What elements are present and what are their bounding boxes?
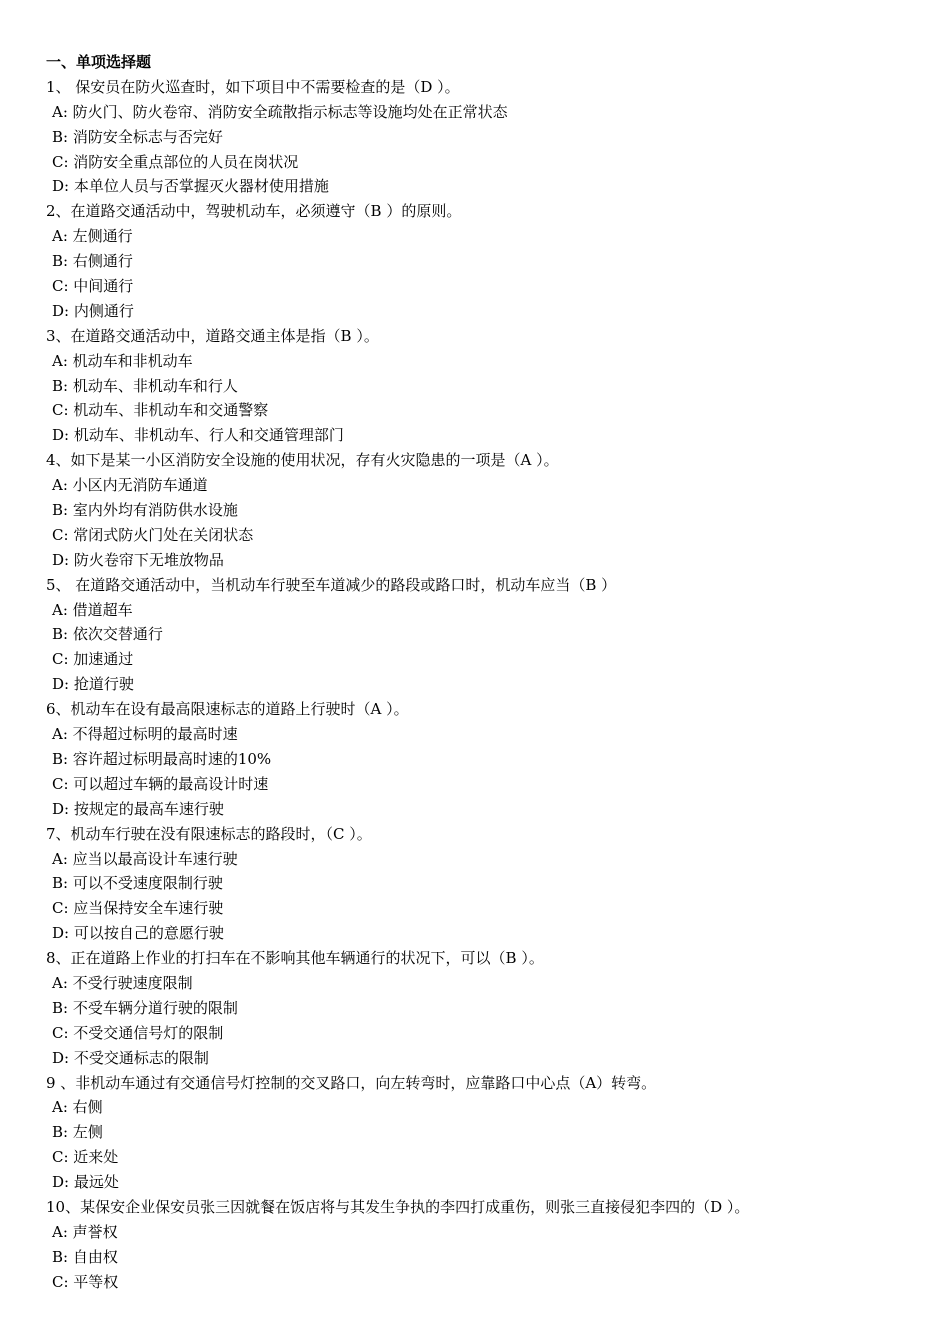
answer-option: D: 防火卷帘下无堆放物品 — [52, 550, 224, 569]
question-stem: 8、正在道路上作业的打扫车在不影响其他车辆通行的状况下，可以（B ）。 — [46, 949, 544, 968]
answer-option: D: 抢道行驶 — [52, 675, 134, 694]
answer-option: D: 不受交通标志的限制 — [52, 1048, 209, 1067]
answer-option: A: 应当以最高设计车速行驶 — [52, 849, 238, 868]
question-stem: 6、机动车在设有最高限速标志的道路上行驶时（A ）。 — [46, 700, 409, 719]
answer-option: D: 机动车、非机动车、行人和交通管理部门 — [52, 426, 344, 445]
question-list — [46, 50, 916, 1295]
answer-option: A: 小区内无消防车通道 — [52, 476, 208, 495]
answer-option: C: 不受交通信号灯的限制 — [52, 1023, 224, 1042]
answer-option: C: 平等权 — [52, 1272, 119, 1291]
answer-option: C: 中间通行 — [52, 277, 134, 296]
question-stem: 1、 保安员在防火巡查时，如下项目中不需要检查的是（D ）。 — [46, 77, 460, 96]
answer-option: B: 机动车、非机动车和行人 — [52, 376, 238, 395]
question-stem: 10、某保安企业保安员张三因就餐在饭店将与其发生争执的李四打成重伤，则张三直接侵犯李四的（D ）。 — [46, 1197, 750, 1216]
answer-option: C: 近来处 — [52, 1148, 119, 1167]
answer-option: D: 可以按自己的意愿行驶 — [52, 924, 224, 943]
answer-option: D: 最远处 — [52, 1173, 119, 1192]
answer-option: C: 加速通过 — [52, 650, 134, 669]
answer-option: D: 内侧通行 — [52, 301, 134, 320]
answer-option: B: 可以不受速度限制行驶 — [52, 874, 223, 893]
question-stem: 4、如下是某一小区消防安全设施的使用状况，存有火灾隐患的一项是（A ）。 — [46, 451, 559, 470]
answer-option: A: 机动车和非机动车 — [52, 351, 193, 370]
question-stem: 7、机动车行驶在没有限速标志的路段时，（C ）。 — [46, 824, 372, 843]
answer-option: B: 室内外均有消防供水设施 — [52, 501, 238, 520]
answer-option: C: 消防安全重点部位的人员在岗状况 — [52, 152, 299, 171]
answer-option: B: 依次交替通行 — [52, 625, 163, 644]
answer-option: D: 按规定的最高车速行驶 — [52, 799, 224, 818]
answer-option: B: 左侧 — [52, 1123, 103, 1142]
answer-option: A: 左侧通行 — [52, 227, 133, 246]
answer-option: B: 右侧通行 — [52, 252, 133, 271]
answer-option: B: 不受车辆分道行驶的限制 — [52, 998, 238, 1017]
question-stem: 9 、非机动车通过有交通信号灯控制的交叉路口，向左转弯时，应靠路口中心点（A）转弯。 — [46, 1073, 657, 1092]
questions-container — [46, 75, 916, 1295]
answer-option: C: 常闭式防火门处在关闭状态 — [52, 525, 254, 544]
answer-option: B: 自由权 — [52, 1247, 118, 1266]
answer-option: C: 可以超过车辆的最高设计时速 — [52, 774, 269, 793]
answer-option: A: 不受行驶速度限制 — [52, 973, 193, 992]
answer-option: C: 应当保持安全车速行驶 — [52, 899, 224, 918]
answer-option: B: 容许超过标明最高时速的10% — [52, 749, 272, 768]
answer-option: B: 消防安全标志与否完好 — [52, 127, 223, 146]
answer-option: A: 防火门、防火卷帘、消防安全疏散指示标志等设施均处在正常状态 — [52, 102, 508, 121]
answer-option: A: 声誉权 — [52, 1222, 118, 1241]
answer-option: A: 借道超车 — [52, 600, 133, 619]
question-stem: 3、在道路交通活动中，道路交通主体是指（B ）。 — [46, 326, 379, 345]
answer-option: C: 机动车、非机动车和交通警察 — [52, 401, 269, 420]
question-stem: 2、在道路交通活动中，驾驶机动车，必须遵守（B ）的原则。 — [46, 202, 462, 221]
answer-option: D: 本单位人员与否掌握灭火器材使用措施 — [52, 177, 329, 196]
answer-option: A: 右侧 — [52, 1098, 103, 1117]
section-title: 一、单项选择题 — [46, 53, 152, 71]
question-stem: 5、 在道路交通活动中，当机动车行驶至车道减少的路段或路口时，机动车应当（B ） — [46, 575, 617, 594]
answer-option: A: 不得超过标明的最高时速 — [52, 725, 238, 744]
